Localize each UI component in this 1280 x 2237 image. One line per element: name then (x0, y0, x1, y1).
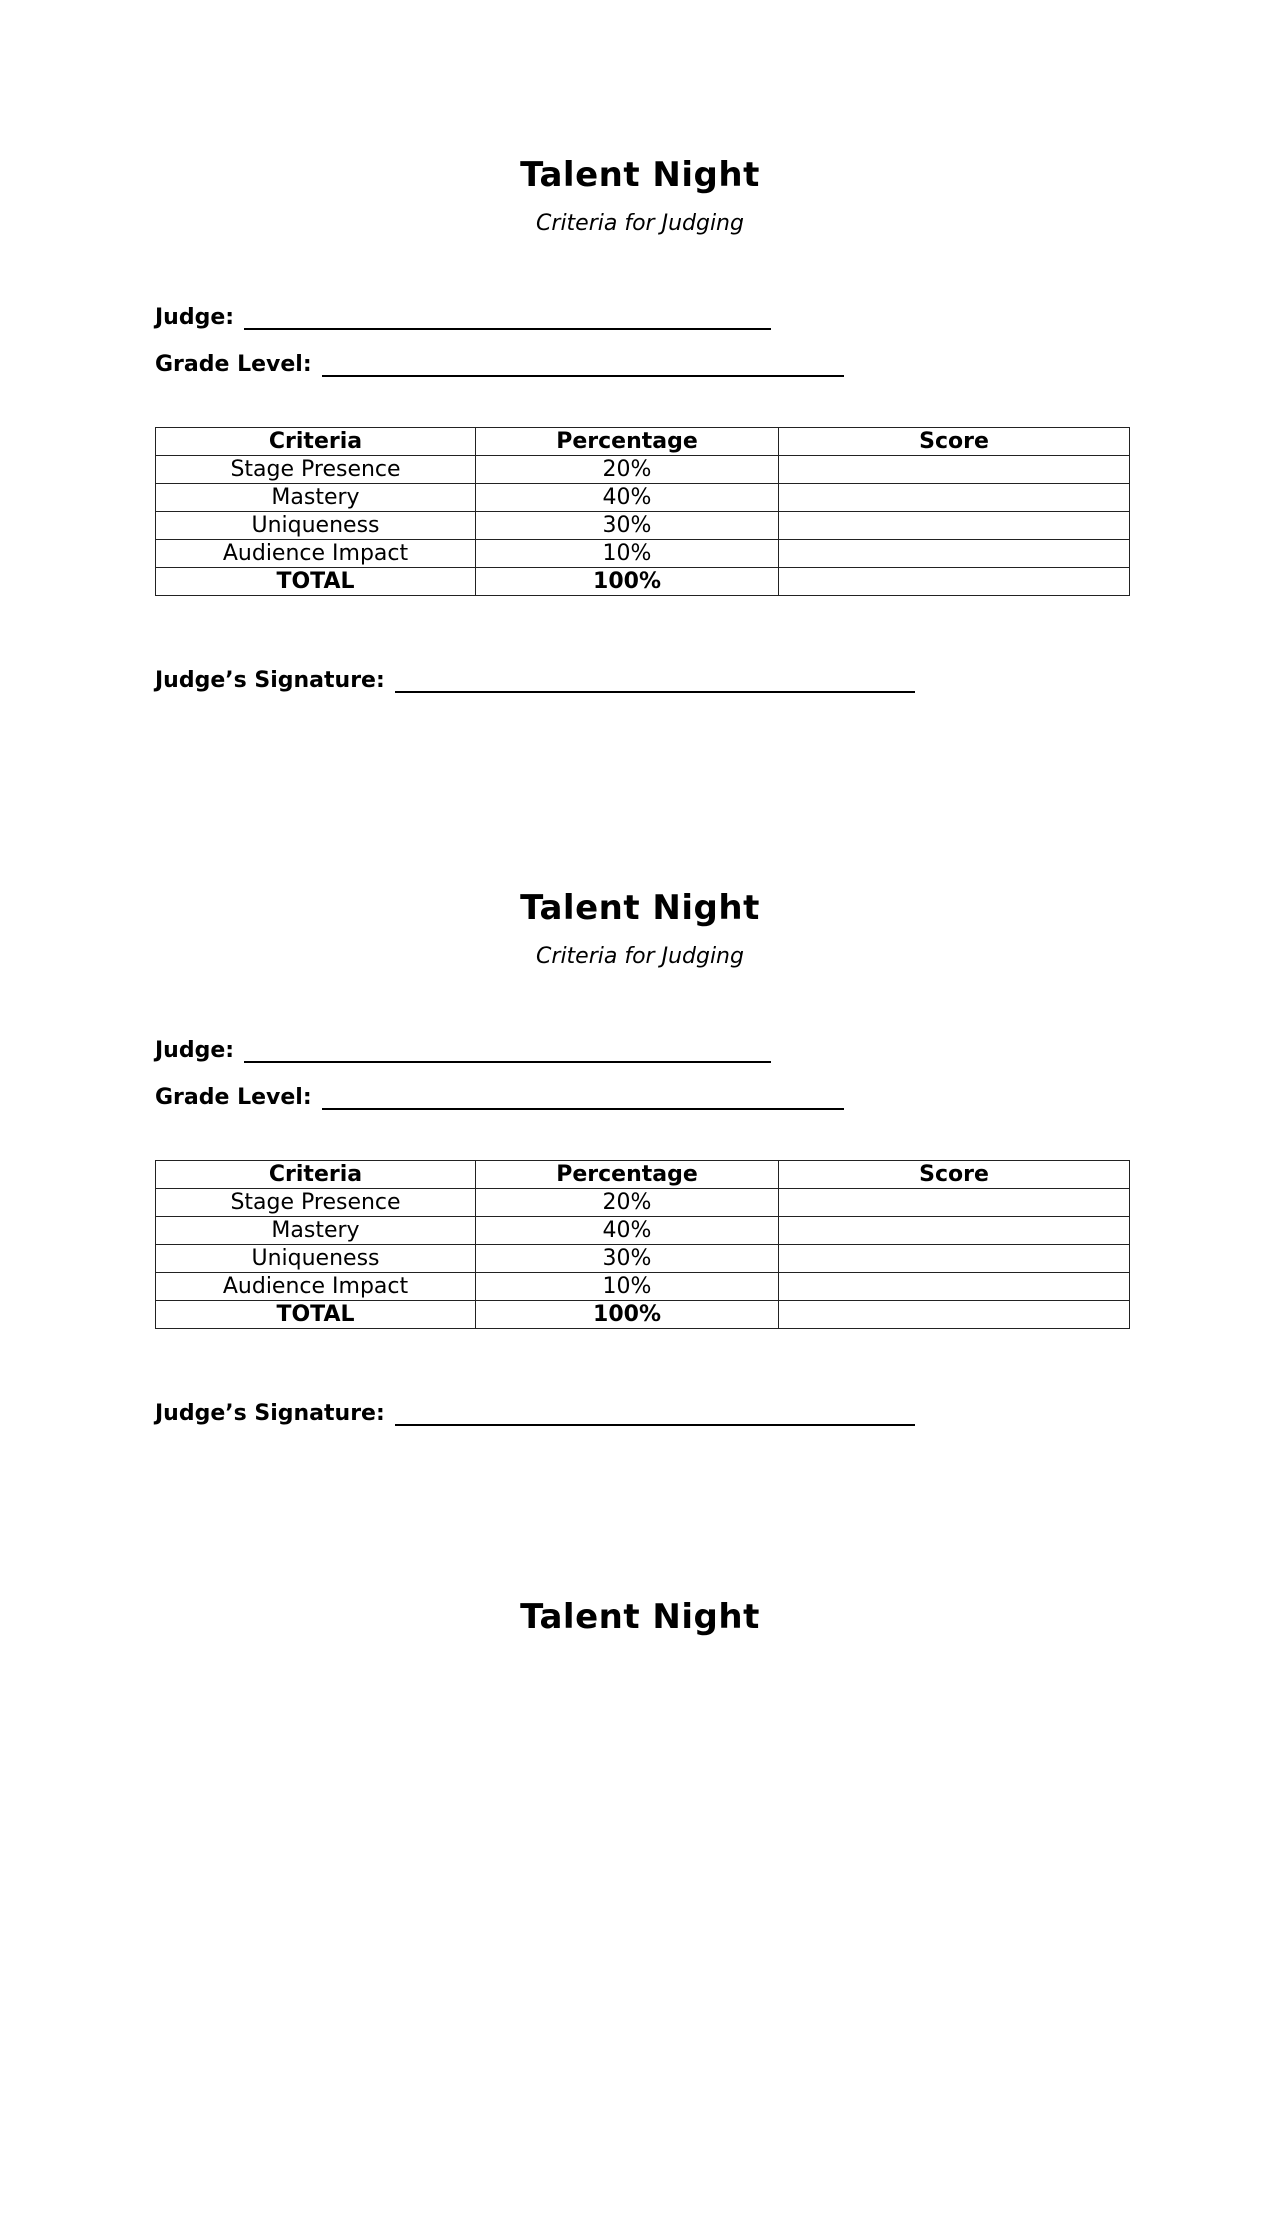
criteria-cell: Uniqueness (156, 512, 476, 540)
criteria-cell: Audience Impact (156, 1273, 476, 1301)
judge-label: Judge: (155, 1038, 235, 1063)
signature-field (155, 668, 915, 693)
signature-input-line[interactable] (395, 671, 915, 693)
signature-label: Judge’s Signature: (155, 1401, 385, 1426)
form-title: Talent Night (520, 155, 760, 195)
grade-level-input-line[interactable] (322, 355, 844, 377)
table-row (156, 1245, 1130, 1273)
grade-level-label: Grade Level: (155, 352, 312, 377)
criteria-cell: Stage Presence (156, 1189, 476, 1217)
criteria-cell: Mastery (156, 484, 476, 512)
percentage-cell: 30% (476, 1245, 779, 1273)
header-criteria: Criteria (156, 1161, 476, 1189)
percentage-cell: 10% (476, 540, 779, 568)
grade-level-field (155, 352, 844, 377)
signature-label: Judge’s Signature: (155, 668, 385, 693)
grade-level-input-line[interactable] (322, 1088, 844, 1110)
criteria-cell: Audience Impact (156, 540, 476, 568)
table-row (156, 1273, 1130, 1301)
total-percentage: 100% (476, 568, 779, 596)
form-subtitle: Criteria for Judging (536, 944, 744, 969)
grade-level-label: Grade Level: (155, 1085, 312, 1110)
table-header-row (156, 428, 1130, 456)
score-cell[interactable] (779, 1189, 1130, 1217)
form-title: Talent Night (520, 888, 760, 928)
judge-field (155, 305, 771, 330)
table-row (156, 484, 1130, 512)
percentage-cell: 20% (476, 1189, 779, 1217)
total-percentage: 100% (476, 1301, 779, 1329)
score-cell[interactable] (779, 540, 1130, 568)
score-cell[interactable] (779, 1245, 1130, 1273)
table-row (156, 456, 1130, 484)
table-row (156, 1189, 1130, 1217)
judge-label: Judge: (155, 305, 235, 330)
judging-form (0, 155, 1280, 795)
judging-form (0, 1597, 1280, 2237)
criteria-table (155, 1160, 1130, 1329)
criteria-cell: Uniqueness (156, 1245, 476, 1273)
criteria-table (155, 427, 1130, 596)
percentage-cell: 40% (476, 1217, 779, 1245)
total-row (156, 1301, 1130, 1329)
judging-form (0, 888, 1280, 1528)
total-score-cell[interactable] (779, 1301, 1130, 1329)
header-percentage: Percentage (476, 428, 779, 456)
table-header-row (156, 1161, 1130, 1189)
percentage-cell: 30% (476, 512, 779, 540)
total-label: TOTAL (156, 568, 476, 596)
table-row (156, 512, 1130, 540)
score-cell[interactable] (779, 484, 1130, 512)
header-percentage: Percentage (476, 1161, 779, 1189)
score-cell[interactable] (779, 512, 1130, 540)
total-row (156, 568, 1130, 596)
form-title: Talent Night (520, 1597, 760, 1637)
total-label: TOTAL (156, 1301, 476, 1329)
grade-level-field (155, 1085, 844, 1110)
judge-input-line[interactable] (244, 308, 771, 330)
criteria-cell: Stage Presence (156, 456, 476, 484)
signature-input-line[interactable] (395, 1404, 915, 1426)
header-score: Score (779, 1161, 1130, 1189)
percentage-cell: 10% (476, 1273, 779, 1301)
score-cell[interactable] (779, 1273, 1130, 1301)
score-cell[interactable] (779, 456, 1130, 484)
score-cell[interactable] (779, 1217, 1130, 1245)
form-subtitle: Criteria for Judging (536, 211, 744, 236)
table-row (156, 540, 1130, 568)
percentage-cell: 20% (476, 456, 779, 484)
judge-input-line[interactable] (244, 1041, 771, 1063)
total-score-cell[interactable] (779, 568, 1130, 596)
header-criteria: Criteria (156, 428, 476, 456)
percentage-cell: 40% (476, 484, 779, 512)
criteria-cell: Mastery (156, 1217, 476, 1245)
signature-field (155, 1401, 915, 1426)
header-score: Score (779, 428, 1130, 456)
judge-field (155, 1038, 771, 1063)
table-row (156, 1217, 1130, 1245)
